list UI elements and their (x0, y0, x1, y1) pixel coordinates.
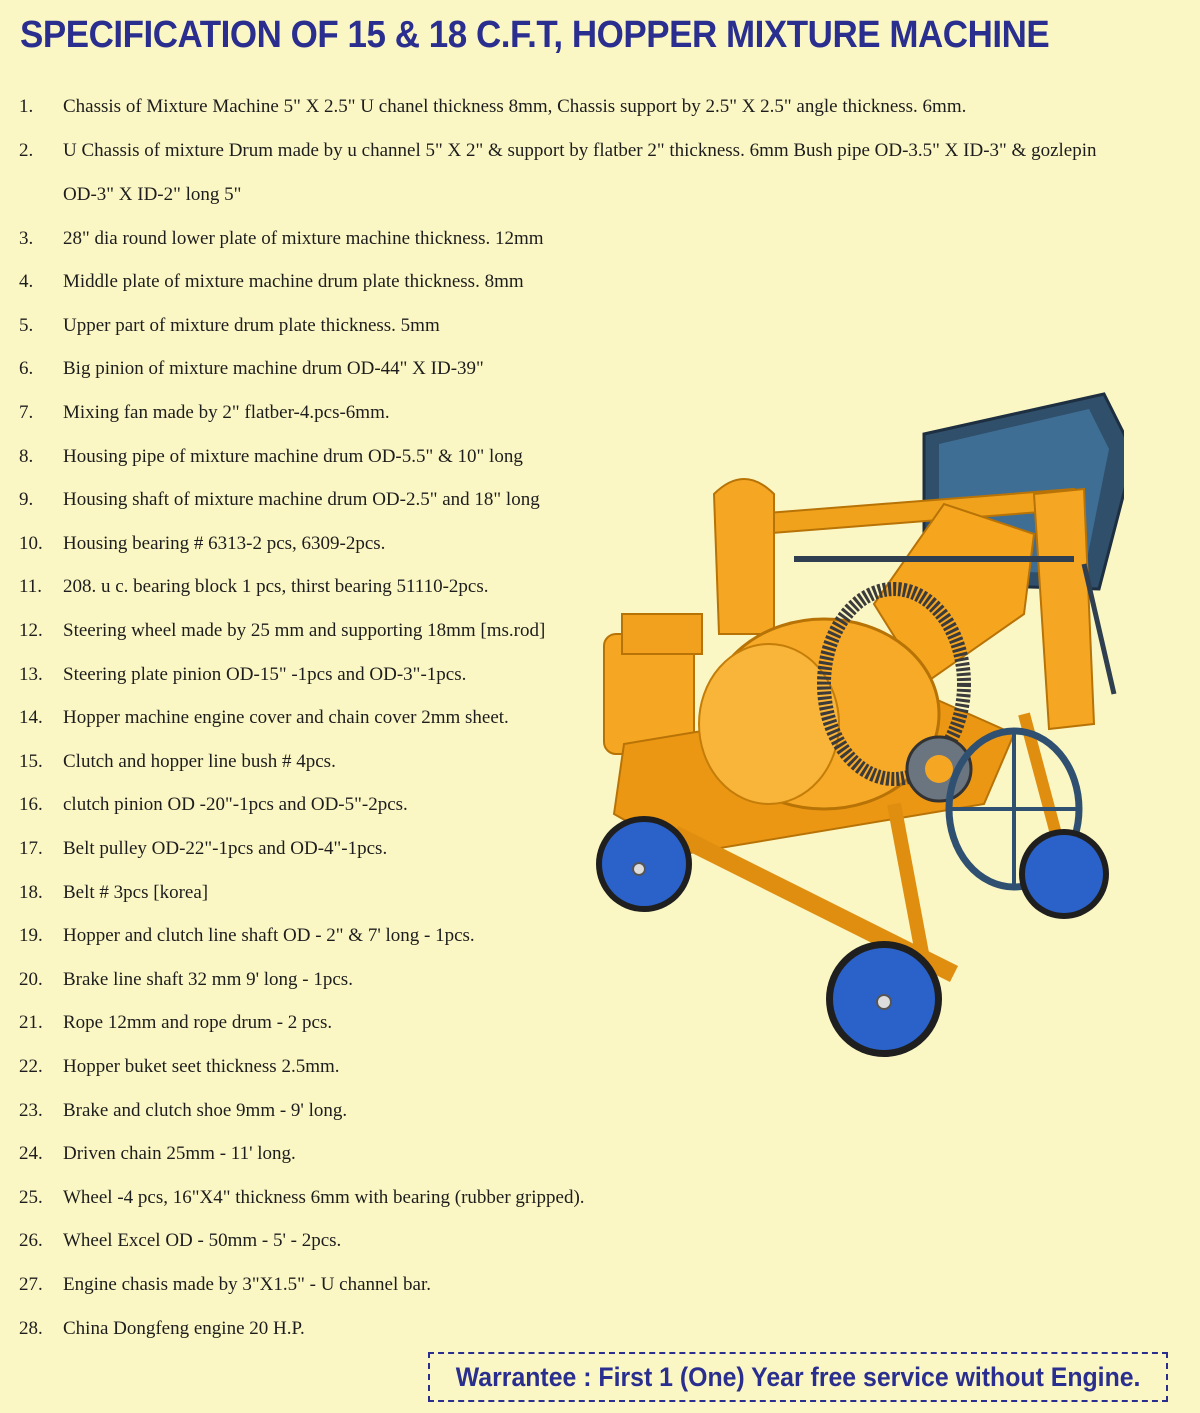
spec-text: Brake and clutch shoe 9mm - 9' long. (63, 1099, 348, 1121)
spec-text: Wheel -4 pcs, 16"X4" thickness 6mm with bearing (rubber gripped). (63, 1186, 585, 1208)
spec-number: 25. (19, 1186, 43, 1208)
spec-text-continued: OD-3" X ID-2" long 5" (63, 183, 242, 205)
spec-number: 8. (19, 445, 34, 467)
wheel-rear-left (596, 816, 692, 912)
spec-number: 22. (19, 1056, 43, 1077)
spec-text: Hopper and clutch line shaft OD - 2" & 7' long - 1pcs. (63, 925, 475, 947)
spec-text: Mixing fan made by 2" flatber-4.pcs-6mm. (63, 402, 390, 423)
spec-text: Steering wheel made by 25 mm and supporting 18mm [ms.rod] (63, 620, 546, 641)
spec-text: Housing pipe of mixture machine drum OD-5.5" & 10" long (63, 445, 523, 467)
spec-number: 26. (19, 1230, 43, 1252)
spec-number: 1. (19, 96, 34, 117)
wheel-front-left (826, 941, 942, 1057)
spec-number: 17. (19, 838, 43, 859)
spec-text: Middle plate of mixture machine drum plate thickness. 8mm (63, 271, 524, 293)
spec-text: Big pinion of mixture machine drum OD-44" X ID-39" (63, 358, 484, 380)
spec-number: 9. (19, 489, 34, 511)
spec-number: 14. (19, 707, 43, 729)
warranty-box (428, 1352, 1168, 1402)
spec-number: 28. (19, 1317, 43, 1339)
spec-number: 11. (19, 576, 43, 598)
spec-text: Housing shaft of mixture machine drum OD-2.5" and 18" long (63, 489, 540, 511)
spec-number: 19. (19, 925, 43, 947)
spec-number: 20. (19, 968, 43, 990)
spec-text: clutch pinion OD -20"-1pcs and OD-5"-2pcs. (63, 794, 408, 816)
spec-text: Engine chasis made by 3"X1.5" - U channel bar. (63, 1274, 431, 1295)
page-title: SPECIFICATION OF 15 & 18 C.F.T, HOPPER MIXTURE MACHINE (20, 14, 1050, 56)
spec-number: 12. (19, 620, 43, 641)
wheel-rear-right (1019, 829, 1109, 919)
spec-number: 21. (19, 1012, 43, 1034)
spec-number: 15. (19, 750, 43, 772)
spec-text: Wheel Excel OD - 50mm - 5' - 2pcs. (63, 1230, 342, 1252)
spec-text: Upper part of mixture drum plate thickness. 5mm (63, 314, 440, 336)
spec-text: China Dongfeng engine 20 H.P. (63, 1317, 305, 1339)
spec-number: 10. (19, 532, 43, 554)
spec-text: 28" dia round lower plate of mixture machine thickness. 12mm (63, 227, 544, 249)
spec-text: Rope 12mm and rope drum - 2 pcs. (63, 1012, 333, 1034)
spec-number: 4. (19, 271, 34, 293)
spec-text: 208. u c. bearing block 1 pcs, thirst bearing 51110-2pcs. (63, 576, 489, 598)
mixer-machine-image (594, 384, 1124, 1074)
spec-text: Driven chain 25mm - 11' long. (63, 1143, 296, 1165)
spec-number: 5. (19, 314, 34, 336)
spec-text: Clutch and hopper line bush # 4pcs. (63, 750, 336, 772)
spec-number: 7. (19, 402, 34, 423)
warranty-text: Warrantee : First 1 (One) Year free service without Engine. (455, 1361, 1141, 1392)
spec-text: Belt pulley OD-22"-1pcs and OD-4"-1pcs. (63, 838, 388, 859)
spec-number: 16. (19, 794, 43, 816)
spec-text: Belt # 3pcs [korea] (63, 881, 209, 903)
spec-number: 24. (19, 1143, 43, 1165)
spec-number: 18. (19, 881, 43, 903)
spec-number: 3. (19, 227, 34, 249)
spec-number: 6. (19, 358, 34, 380)
spec-text: Hopper machine engine cover and chain cover 2mm sheet. (63, 707, 509, 729)
spec-text: Brake line shaft 32 mm 9' long - 1pcs. (63, 968, 353, 990)
spec-text: Hopper buket seet thickness 2.5mm. (63, 1056, 340, 1077)
spec-text: U Chassis of mixture Drum made by u channel 5" X 2" & support by flatber 2" thickness. 6mm Bush pipe OD-3.5" X ID-3" & gozlepin (63, 139, 1097, 161)
spec-text: Steering plate pinion OD-15" -1pcs and OD-3"-1pcs. (63, 663, 467, 685)
spec-text: Housing bearing # 6313-2 pcs, 6309-2pcs. (63, 532, 386, 554)
spec-number: 13. (19, 663, 43, 685)
spec-number: 23. (19, 1099, 43, 1121)
spec-number: 2. (19, 139, 34, 161)
spec-text: Chassis of Mixture Machine 5" X 2.5" U chanel thickness 8mm, Chassis support by 2.5" X 2.5" angle thickness. 6mm. (63, 96, 967, 117)
spec-number: 27. (19, 1274, 43, 1295)
